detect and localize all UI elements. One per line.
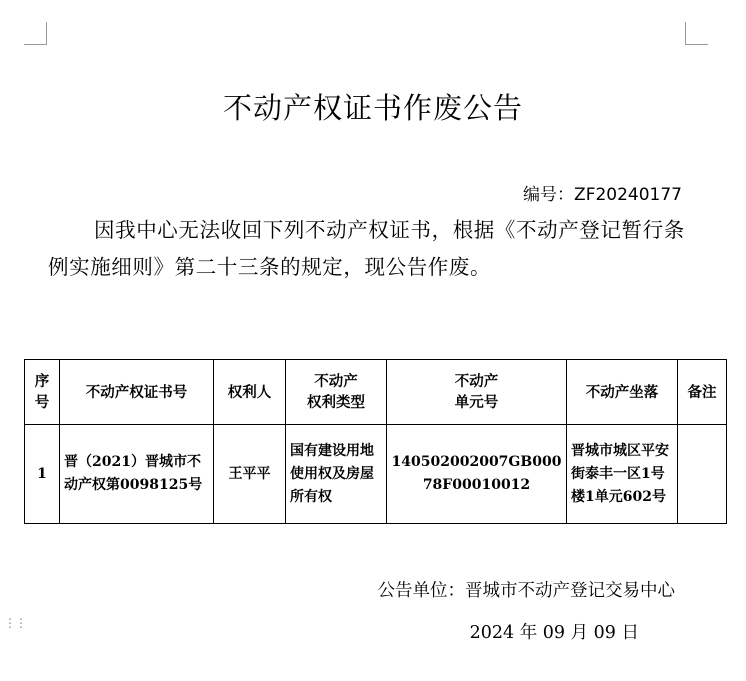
document-title: 不动产权证书作废公告 (222, 91, 523, 125)
table-row (25, 425, 727, 524)
cell-location: 晋城市城区平安街泰丰一区1号楼1单元602号 (567, 425, 678, 524)
certificate-table (24, 359, 727, 524)
cell-unit-number: 140502002007GB00078F00010012 (387, 425, 567, 524)
announcement-body: 因我中心无法收回下列不动产权证书，根据《不动产登记暂行条例实施细则》第二十三条的规定，现公告作废。 (48, 218, 685, 279)
cell-remarks (678, 425, 727, 524)
header-cert-number: 不动产权证书号 (60, 360, 214, 425)
page-corner-top-right (685, 22, 708, 45)
header-seq: 序 号 (25, 360, 60, 425)
header-unit-number: 不动产 单元号 (387, 360, 567, 425)
cell-cert-number: 晋（2021）晋城市不动产权第0098125号 (60, 425, 214, 524)
header-location: 不动产坐落 (567, 360, 678, 425)
issuing-unit: 公告单位：晋城市不动产登记交易中心 (377, 581, 675, 601)
drag-handle-icon[interactable]: ⋮⋮ (4, 616, 26, 630)
table-header-row (25, 360, 727, 425)
cell-seq: 1 (25, 425, 60, 524)
cell-owner: 王平平 (214, 425, 286, 524)
header-right-type: 不动产 权利类型 (286, 360, 387, 425)
announcement-date: 2024 年 09 月 09 日 (469, 623, 639, 643)
header-owner: 权利人 (214, 360, 286, 425)
header-remarks: 备注 (678, 360, 727, 425)
page-corner-top-left (24, 22, 47, 45)
cell-right-type: 国有建设用地使用权及房屋所有权 (286, 425, 387, 524)
document-number: 编号：ZF20240177 (523, 185, 682, 205)
